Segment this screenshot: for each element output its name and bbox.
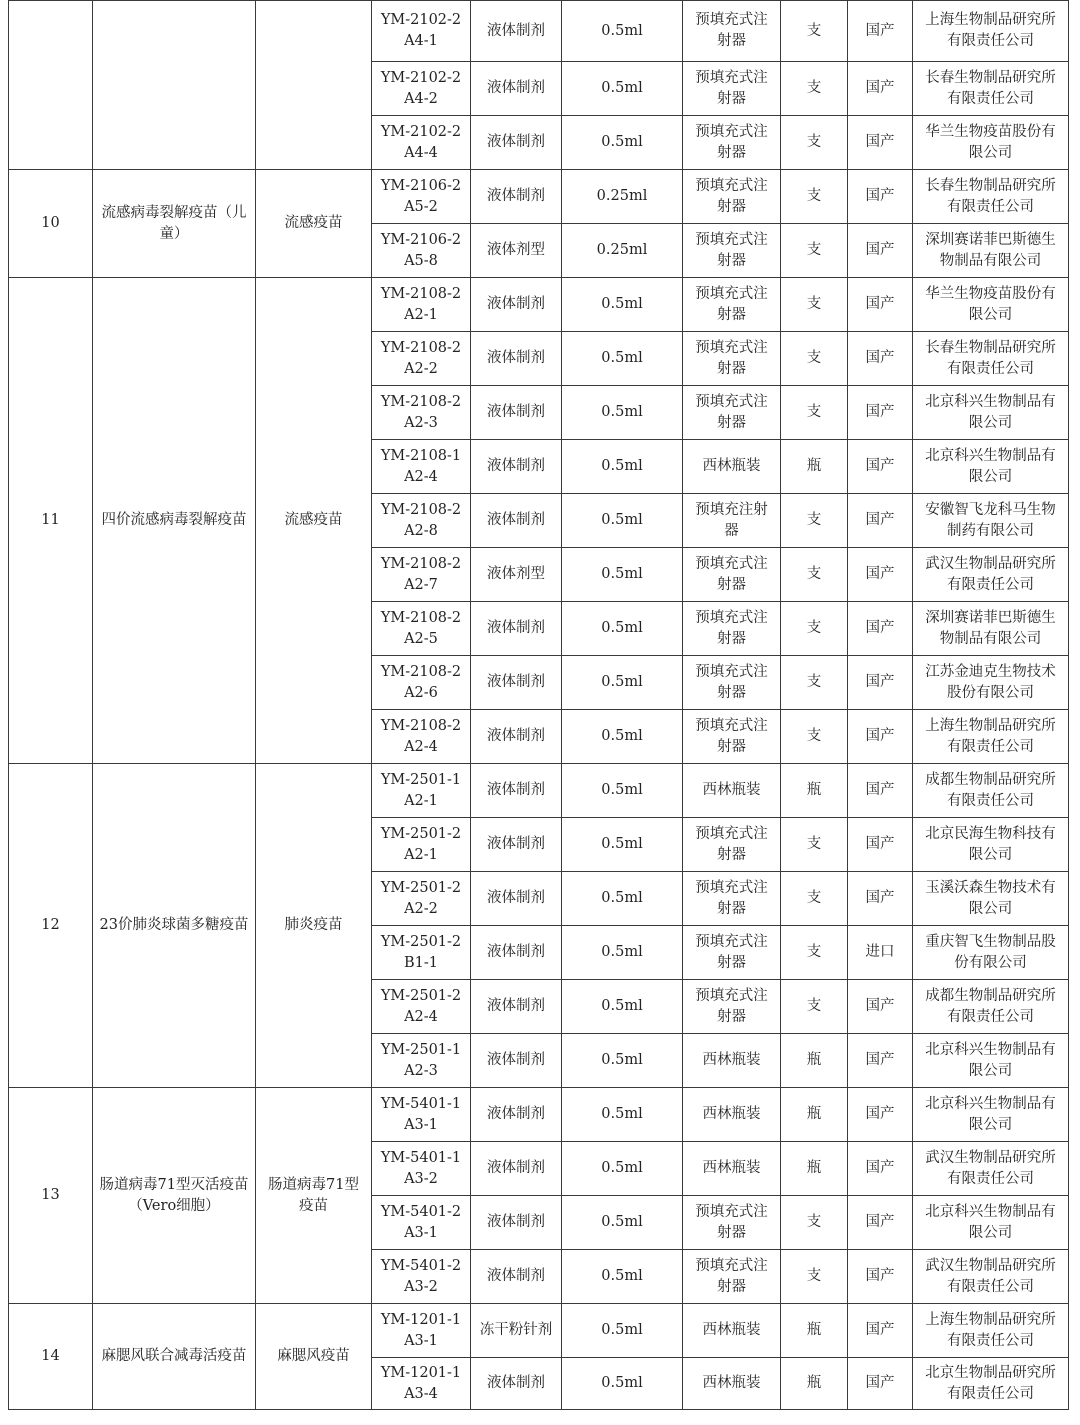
dosage-form-cell: 液体制剂 [471,926,562,980]
unit-cell: 支 [781,602,848,656]
product-code-cell: YM-2501-2A2-4 [372,980,471,1034]
origin-cell: 国产 [848,1304,913,1358]
serial-number-cell: 12 [9,764,93,1088]
packaging-cell: 预填充式注射器 [683,1250,781,1304]
origin-cell: 国产 [848,1196,913,1250]
origin-cell: 国产 [848,980,913,1034]
unit-cell: 支 [781,818,848,872]
packaging-cell: 预填充式注射器 [683,548,781,602]
origin-cell: 国产 [848,170,913,224]
dosage-form-cell: 液体制剂 [471,710,562,764]
manufacturer-cell: 深圳赛诺菲巴斯德生物制品有限公司 [913,602,1069,656]
specification-cell: 0.5ml [562,332,683,386]
origin-cell: 国产 [848,386,913,440]
manufacturer-cell: 北京科兴生物制品有限公司 [913,1088,1069,1142]
origin-cell: 国产 [848,548,913,602]
specification-cell: 0.25ml [562,224,683,278]
packaging-cell: 预填充式注射器 [683,926,781,980]
manufacturer-cell: 安徽智飞龙科马生物制药有限公司 [913,494,1069,548]
unit-cell: 支 [781,224,848,278]
product-code-cell: YM-2106-2A5-2 [372,170,471,224]
packaging-cell: 预填充式注射器 [683,710,781,764]
vaccine-category-cell: 肠道病毒71型疫苗 [256,1088,372,1304]
manufacturer-cell: 北京科兴生物制品有限公司 [913,1034,1069,1088]
dosage-form-cell: 液体制剂 [471,494,562,548]
product-code-cell: YM-2106-2A5-8 [372,224,471,278]
specification-cell: 0.5ml [562,926,683,980]
manufacturer-cell: 成都生物制品研究所有限责任公司 [913,980,1069,1034]
unit-cell: 瓶 [781,1304,848,1358]
manufacturer-cell: 深圳赛诺菲巴斯德生物制品有限公司 [913,224,1069,278]
packaging-cell: 预填充式注射器 [683,872,781,926]
unit-cell: 支 [781,926,848,980]
dosage-form-cell: 液体制剂 [471,278,562,332]
vaccine-name-cell: 23价肺炎球菌多糖疫苗 [93,764,256,1088]
manufacturer-cell: 武汉生物制品研究所有限责任公司 [913,1142,1069,1196]
dosage-form-cell: 液体制剂 [471,1196,562,1250]
product-code-cell: YM-2102-2A4-2 [372,62,471,116]
packaging-cell: 预填充式注射器 [683,602,781,656]
packaging-cell: 预填充式注射器 [683,386,781,440]
unit-cell: 支 [781,1250,848,1304]
vaccine-category-cell: 流感疫苗 [256,278,372,764]
packaging-cell: 预填充式注射器 [683,278,781,332]
packaging-cell: 西林瓶装 [683,1034,781,1088]
origin-cell: 国产 [848,710,913,764]
dosage-form-cell: 液体制剂 [471,62,562,116]
product-code-cell: YM-2108-2A2-8 [372,494,471,548]
specification-cell: 0.5ml [562,548,683,602]
origin-cell: 国产 [848,62,913,116]
manufacturer-cell: 北京生物制品研究所有限责任公司 [913,1358,1069,1410]
packaging-cell: 预填充式注射器 [683,62,781,116]
dosage-form-cell: 冻干粉针剂 [471,1304,562,1358]
unit-cell: 支 [781,548,848,602]
unit-cell: 支 [781,1196,848,1250]
table-row [9,170,1069,224]
manufacturer-cell: 北京科兴生物制品有限公司 [913,386,1069,440]
unit-cell: 瓶 [781,1142,848,1196]
table-body [9,1,1069,1410]
specification-cell: 0.5ml [562,116,683,170]
product-code-cell: YM-5401-2A3-2 [372,1250,471,1304]
packaging-cell: 西林瓶装 [683,764,781,818]
origin-cell: 国产 [848,440,913,494]
product-code-cell: YM-2108-2A2-3 [372,386,471,440]
packaging-cell: 西林瓶装 [683,1304,781,1358]
dosage-form-cell: 液体制剂 [471,332,562,386]
dosage-form-cell: 液体制剂 [471,1034,562,1088]
specification-cell: 0.5ml [562,872,683,926]
product-code-cell: YM-2102-2A4-1 [372,1,471,62]
manufacturer-cell: 华兰生物疫苗股份有限公司 [913,278,1069,332]
manufacturer-cell: 长春生物制品研究所有限责任公司 [913,62,1069,116]
specification-cell: 0.5ml [562,656,683,710]
origin-cell: 国产 [848,332,913,386]
dosage-form-cell: 液体制剂 [471,1358,562,1410]
origin-cell: 国产 [848,872,913,926]
origin-cell: 国产 [848,1250,913,1304]
origin-cell: 国产 [848,278,913,332]
specification-cell: 0.5ml [562,440,683,494]
dosage-form-cell: 液体剂型 [471,224,562,278]
origin-cell: 国产 [848,494,913,548]
specification-cell: 0.5ml [562,386,683,440]
manufacturer-cell: 上海生物制品研究所有限责任公司 [913,1304,1069,1358]
packaging-cell: 西林瓶装 [683,440,781,494]
table-row [9,1304,1069,1358]
manufacturer-cell: 上海生物制品研究所有限责任公司 [913,1,1069,62]
packaging-cell: 预填充式注射器 [683,1196,781,1250]
specification-cell: 0.5ml [562,1304,683,1358]
dosage-form-cell: 液体制剂 [471,1088,562,1142]
specification-cell: 0.5ml [562,1358,683,1410]
product-code-cell: YM-1201-1A3-1 [372,1304,471,1358]
dosage-form-cell: 液体剂型 [471,548,562,602]
product-code-cell: YM-5401-2A3-1 [372,1196,471,1250]
manufacturer-cell: 华兰生物疫苗股份有限公司 [913,116,1069,170]
unit-cell: 瓶 [781,1088,848,1142]
dosage-form-cell: 液体制剂 [471,1142,562,1196]
product-code-cell: YM-2501-2A2-2 [372,872,471,926]
dosage-form-cell: 液体制剂 [471,1,562,62]
vaccine-name-cell: 肠道病毒71型灭活疫苗（Vero细胞） [93,1088,256,1304]
serial-number-cell: 14 [9,1304,93,1410]
dosage-form-cell: 液体制剂 [471,170,562,224]
origin-cell: 进口 [848,926,913,980]
origin-cell: 国产 [848,1142,913,1196]
manufacturer-cell: 成都生物制品研究所有限责任公司 [913,764,1069,818]
origin-cell: 国产 [848,818,913,872]
manufacturer-cell: 长春生物制品研究所有限责任公司 [913,332,1069,386]
serial-number-cell [9,1,93,170]
manufacturer-cell: 上海生物制品研究所有限责任公司 [913,710,1069,764]
specification-cell: 0.5ml [562,1250,683,1304]
unit-cell: 支 [781,710,848,764]
origin-cell: 国产 [848,602,913,656]
product-code-cell: YM-2501-2A2-1 [372,818,471,872]
specification-cell: 0.5ml [562,1088,683,1142]
product-code-cell: YM-2108-2A2-6 [372,656,471,710]
origin-cell: 国产 [848,656,913,710]
manufacturer-cell: 北京科兴生物制品有限公司 [913,1196,1069,1250]
specification-cell: 0.5ml [562,980,683,1034]
product-code-cell: YM-2501-1A2-1 [372,764,471,818]
unit-cell: 支 [781,278,848,332]
vaccine-name-cell: 麻腮风联合减毒活疫苗 [93,1304,256,1410]
specification-cell: 0.5ml [562,602,683,656]
specification-cell: 0.5ml [562,764,683,818]
manufacturer-cell: 长春生物制品研究所有限责任公司 [913,170,1069,224]
packaging-cell: 预填充式注射器 [683,116,781,170]
unit-cell: 支 [781,656,848,710]
product-code-cell: YM-5401-1A3-1 [372,1088,471,1142]
unit-cell: 支 [781,62,848,116]
packaging-cell: 预填充式注射器 [683,656,781,710]
packaging-cell: 预填充式注射器 [683,224,781,278]
manufacturer-cell: 北京民海生物科技有限公司 [913,818,1069,872]
packaging-cell: 预填充式注射器 [683,980,781,1034]
product-code-cell: YM-2108-1A2-4 [372,440,471,494]
product-code-cell: YM-2108-2A2-5 [372,602,471,656]
dosage-form-cell: 液体制剂 [471,818,562,872]
dosage-form-cell: 液体制剂 [471,872,562,926]
manufacturer-cell: 江苏金迪克生物技术股份有限公司 [913,656,1069,710]
product-code-cell: YM-1201-1A3-4 [372,1358,471,1410]
dosage-form-cell: 液体制剂 [471,764,562,818]
manufacturer-cell: 武汉生物制品研究所有限责任公司 [913,1250,1069,1304]
vaccine-name-cell: 四价流感病毒裂解疫苗 [93,278,256,764]
specification-cell: 0.5ml [562,1,683,62]
unit-cell: 支 [781,170,848,224]
dosage-form-cell: 液体制剂 [471,1250,562,1304]
packaging-cell: 预填充式注射器 [683,818,781,872]
unit-cell: 支 [781,332,848,386]
packaging-cell: 预填充注射器 [683,494,781,548]
dosage-form-cell: 液体制剂 [471,386,562,440]
unit-cell: 支 [781,1,848,62]
product-code-cell: YM-2501-1A2-3 [372,1034,471,1088]
product-code-cell: YM-2108-2A2-2 [372,332,471,386]
dosage-form-cell: 液体制剂 [471,116,562,170]
unit-cell: 支 [781,872,848,926]
table-row [9,764,1069,818]
manufacturer-cell: 玉溪沃森生物技术有限公司 [913,872,1069,926]
packaging-cell: 预填充式注射器 [683,1,781,62]
serial-number-cell: 10 [9,170,93,278]
unit-cell: 支 [781,116,848,170]
vaccine-table [8,0,1069,1410]
product-code-cell: YM-2501-2B1-1 [372,926,471,980]
product-code-cell: YM-5401-1A3-2 [372,1142,471,1196]
manufacturer-cell: 北京科兴生物制品有限公司 [913,440,1069,494]
origin-cell: 国产 [848,116,913,170]
specification-cell: 0.5ml [562,278,683,332]
vaccine-name-cell [93,1,256,170]
table-row [9,1088,1069,1142]
packaging-cell: 西林瓶装 [683,1142,781,1196]
unit-cell: 支 [781,386,848,440]
product-code-cell: YM-2108-2A2-1 [372,278,471,332]
vaccine-category-cell: 麻腮风疫苗 [256,1304,372,1410]
origin-cell: 国产 [848,1088,913,1142]
origin-cell: 国产 [848,1358,913,1410]
unit-cell: 瓶 [781,1358,848,1410]
packaging-cell: 西林瓶装 [683,1358,781,1410]
specification-cell: 0.5ml [562,494,683,548]
packaging-cell: 西林瓶装 [683,1088,781,1142]
origin-cell: 国产 [848,1,913,62]
specification-cell: 0.5ml [562,710,683,764]
product-code-cell: YM-2108-2A2-7 [372,548,471,602]
dosage-form-cell: 液体制剂 [471,440,562,494]
unit-cell: 支 [781,494,848,548]
specification-cell: 0.25ml [562,170,683,224]
specification-cell: 0.5ml [562,1142,683,1196]
specification-cell: 0.5ml [562,818,683,872]
unit-cell: 支 [781,980,848,1034]
serial-number-cell: 13 [9,1088,93,1304]
manufacturer-cell: 重庆智飞生物制品股份有限公司 [913,926,1069,980]
product-code-cell: YM-2108-2A2-4 [372,710,471,764]
specification-cell: 0.5ml [562,62,683,116]
dosage-form-cell: 液体制剂 [471,980,562,1034]
table-row [9,1,1069,62]
origin-cell: 国产 [848,224,913,278]
specification-cell: 0.5ml [562,1196,683,1250]
dosage-form-cell: 液体制剂 [471,602,562,656]
vaccine-category-cell: 流感疫苗 [256,170,372,278]
origin-cell: 国产 [848,764,913,818]
packaging-cell: 预填充式注射器 [683,332,781,386]
packaging-cell: 预填充式注射器 [683,170,781,224]
vaccine-name-cell: 流感病毒裂解疫苗（儿童） [93,170,256,278]
vaccine-category-cell [256,1,372,170]
unit-cell: 瓶 [781,1034,848,1088]
specification-cell: 0.5ml [562,1034,683,1088]
vaccine-category-cell: 肺炎疫苗 [256,764,372,1088]
manufacturer-cell: 武汉生物制品研究所有限责任公司 [913,548,1069,602]
dosage-form-cell: 液体制剂 [471,656,562,710]
serial-number-cell: 11 [9,278,93,764]
table-row [9,278,1069,332]
origin-cell: 国产 [848,1034,913,1088]
product-code-cell: YM-2102-2A4-4 [372,116,471,170]
unit-cell: 瓶 [781,440,848,494]
unit-cell: 瓶 [781,764,848,818]
